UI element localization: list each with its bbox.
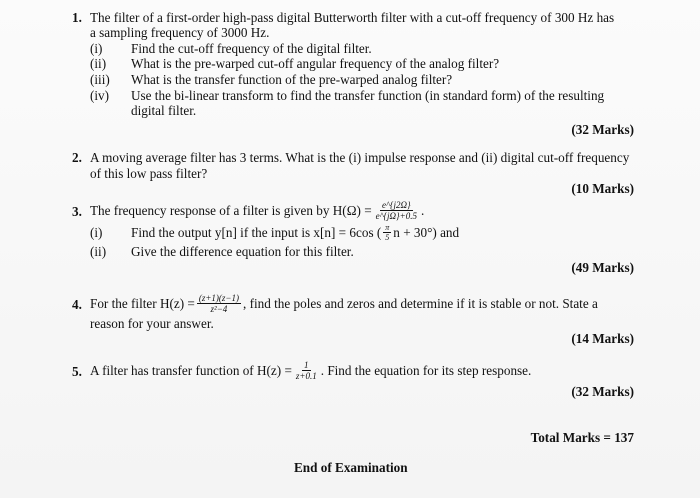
q2-text-line2: of this low pass filter? bbox=[90, 166, 208, 181]
q1-part-text: Use the bi-linear transform to find the transfer function (in standard form) of the resulting bbox=[131, 88, 605, 103]
q3-part-label: (i) bbox=[90, 225, 103, 240]
q3-part-text: Find the output y[n] if the input is x[n] = 6cos ( $\frac{\pi}{5}$ n + 30°) and bbox=[131, 223, 460, 243]
q2-marks: (10 Marks) bbox=[571, 181, 634, 196]
q5-number: 5. bbox=[72, 364, 82, 379]
total-marks: Total Marks = 137 bbox=[530, 430, 634, 445]
q5-marks: (32 Marks) bbox=[571, 384, 634, 399]
q1-part-label: (ii) bbox=[90, 56, 107, 71]
q2-text-line1: A moving average filter has 3 terms. What is the (i) impulse response and (ii) digital cut-off frequency bbox=[90, 150, 630, 165]
q1-part-label: (i) bbox=[90, 41, 103, 56]
q1-text-line2: a sampling frequency of 3000 Hz. bbox=[90, 25, 270, 40]
q3-fraction: $\frac{e\^{}\{j2\Omega\}}{e\^{}\{j\Omega\}+0.5}$ bbox=[375, 200, 417, 222]
q4-fraction: $\frac{(z+1)(z-1)}{\text{z²−4}}$ bbox=[198, 293, 239, 315]
q3-text: The frequency response of a filter is given by H(Ω) = $\frac{e\^{}\{j2\Omega\}}{e\^{}\{j\Omega\}+0.5}$ . bbox=[90, 200, 425, 222]
q4-number: 4. bbox=[72, 297, 82, 312]
q1-part-text: What is the pre-warped cut-off angular frequency of the analog filter? bbox=[131, 56, 500, 71]
q1-part-label: (iii) bbox=[90, 72, 110, 87]
q4-text-line1: For the filter H(z) = $\frac{(z+1)(z-1)}{\text{z²−4}}$ , find the poles and zeros and determine if it is stable or not. State a bbox=[90, 293, 598, 315]
pi-over-5-fraction: $\frac{\pi}{5}$ bbox=[385, 223, 390, 243]
q3-part-text: Give the difference equation for this filter. bbox=[131, 244, 354, 259]
q1-part-text: Find the cut-off frequency of the digital filter. bbox=[131, 41, 372, 56]
q2-number: 2. bbox=[72, 150, 82, 165]
q1-marks: (32 Marks) bbox=[571, 122, 634, 137]
q3-marks: (49 Marks) bbox=[571, 260, 634, 275]
q3-part-label: (ii) bbox=[90, 244, 107, 259]
q1-part-text: What is the transfer function of the pre-warped analog filter? bbox=[131, 72, 453, 87]
end-of-exam: End of Examination bbox=[294, 460, 408, 475]
q4-text-line2: reason for your answer. bbox=[90, 316, 214, 331]
q1-part-text-cont: digital filter. bbox=[131, 103, 197, 118]
q1-part-label: (iv) bbox=[90, 88, 110, 103]
q1-text-line1: The filter of a first-order high-pass digital Butterworth filter with a cut-off frequency of 300 Hz has bbox=[90, 10, 615, 25]
q5-fraction: $\frac{1}{z+0.1}$ bbox=[295, 360, 317, 382]
q1-number: 1. bbox=[72, 10, 82, 25]
q4-marks: (14 Marks) bbox=[571, 331, 634, 346]
q3-number: 3. bbox=[72, 204, 82, 219]
q5-text: A filter has transfer function of H(z) = $\frac{1}{z+0.1}$ . Find the equation for its step response. bbox=[90, 360, 532, 382]
